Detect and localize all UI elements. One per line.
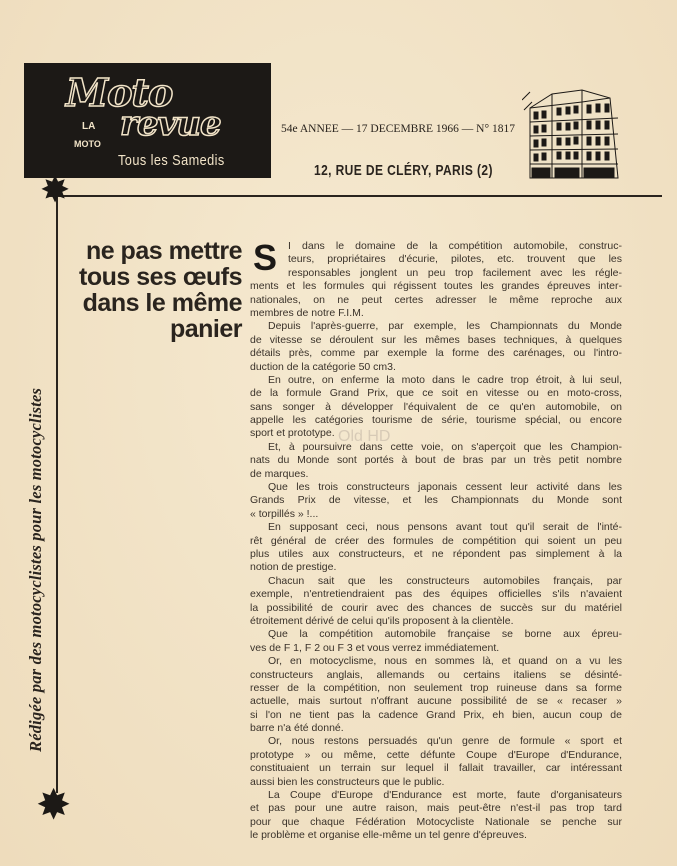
article-line: Que la compétition automobile française se borne aux épreu- <box>268 628 622 641</box>
article-line: Or, nous restons persuadés qu'un genre de formule « sport et <box>268 735 622 748</box>
article-line: duction de la catégorie 50 cm3. <box>250 360 396 373</box>
headline-line: tous ses œufs <box>79 263 242 291</box>
header-rule <box>48 195 662 197</box>
article-line: actuelle, mais surtout n'offrant aucune possibilité de se « recaser » <box>250 695 622 708</box>
article-line: nationales, on ne peut certes adresser le même reproche aux <box>250 293 622 306</box>
issue-line: 54e ANNEE — 17 DECEMBRE 1966 — N° 1817 <box>281 123 515 135</box>
article-line: prototype » ou même, cette défunte Coupe d'Europe d'Endurance, <box>250 748 622 761</box>
headline-line: panier <box>169 315 242 343</box>
logo-la-text: LA <box>82 121 96 132</box>
vertical-tagline: Rédigée par des motocyclistes pour les motocyclistes <box>26 387 45 752</box>
article-body <box>250 237 622 843</box>
article-headline <box>62 238 242 342</box>
headline-line: ne pas mettre <box>85 237 242 265</box>
building-illustration <box>522 88 620 180</box>
article-line: teurs, propriétaires d'écurie, pilotes, etc. trouvent que les <box>288 253 622 266</box>
article-line: de vitesse se déroulent sur les mêmes bases techniques, à quelques <box>250 333 622 346</box>
article-line: et pas pour une autre raison, mais peut-être n'est-il pas trop tard <box>250 802 622 815</box>
article-line: plus utiles aux constructeurs, et ne répondent pas simplement à la <box>250 547 622 560</box>
article-line: étroitement dérivé de celui qu'ils proposent à la clientèle. <box>250 614 514 627</box>
article-line: aussi bien les constructeurs que le public. <box>250 775 445 788</box>
article-line: Grands Prix de vitesse, et les Championnats du Monde sont <box>250 494 622 507</box>
article-line: le problème et organise elle-même un tel genre d'épreuves. <box>250 829 527 842</box>
article-line: détails près, comme par exemple la forme des carénages, ou l'intro- <box>250 347 622 360</box>
article-line: responsables jonglent un peu trop facilement avec les régle- <box>288 266 622 279</box>
logo-revue-text: revue <box>120 104 221 144</box>
article-line: La Coupe d'Europe d'Endurance est morte, faute d'organisateurs <box>268 789 622 802</box>
article-line: resser de la compétition, non seulement trop ruineuse dans sa forme <box>250 681 622 694</box>
logo-moto-small-text: MOTO <box>74 139 101 149</box>
article-line: En supposant ceci, nous pensons avant tout qu'il serait de l'inté- <box>268 521 622 534</box>
article-line: nats du Monde sont portés à bout de bras par un très petit nombre <box>250 454 622 467</box>
article-line: ves de F 1, F 2 ou F 3 et vous verrez immédiatement. <box>250 641 500 654</box>
margin-rule <box>56 197 58 793</box>
star-ornament-bottom: ✸ <box>36 780 72 829</box>
publication-frequency: Tous les Samedis <box>118 152 225 169</box>
logo-moto-text: Moto <box>66 70 173 115</box>
article-line: si l'on ne tient pas la cadence Grand Prix, eh bien, aucun coup de <box>250 708 622 721</box>
article-line: constructeurs anglais, allemands ou certains italiens se désinté- <box>250 668 622 681</box>
article-line: sport et prototype. <box>250 427 335 440</box>
article-line: « torpillés » !... <box>250 507 319 520</box>
article-line: Chacun sait que les constructeurs automobiles français, par <box>268 574 622 587</box>
article-line: constituaient un terrain sur lequel il fallait travailler, car intéressant <box>250 762 622 775</box>
article-line: I dans le domaine de la compétition automobile, construc- <box>288 240 622 252</box>
drop-cap: S <box>253 237 278 278</box>
article-line: sans songer à développer l'équivalent de ce qu'en automobile, on <box>250 400 622 413</box>
article-line: exemple, n'entretiendraient pas des équipes officielles s'ils n'avaient <box>250 588 622 601</box>
article-line: la possibilité de courir avec des chances de succès sur du matériel <box>250 601 622 614</box>
article-line: Or, en motocyclisme, nous en sommes là, et quand on a vu les <box>268 655 622 668</box>
article-line: Depuis l'après-guerre, par exemple, les Championnats du Monde <box>268 320 622 333</box>
article-line: pour que chaque Fédération Motocycliste Nationale se penche sur <box>250 815 622 828</box>
article-line: membres de notre F.I.M. <box>250 306 364 319</box>
article-line: Et, à poursuivre dans cette voie, on s'aperçoit que les Champion- <box>268 440 622 453</box>
article-line: notion de prestige. <box>250 561 337 574</box>
headline-line: dans le même <box>82 289 242 317</box>
article-line: de marques. <box>250 467 309 480</box>
article-line: barre n'a été donné. <box>250 722 344 735</box>
address: 12, RUE DE CLÉRY, PARIS (2) <box>314 162 493 179</box>
watermark: Old HD <box>338 428 391 445</box>
article-line: de la formule Grand Prix, que ce soit en vitesse ou en moto-cross, <box>250 387 622 400</box>
star-ornament-top: ✸ <box>40 170 71 211</box>
article-line: appelle les catégories tourisme de série, tourisme spécial, ou encore <box>250 414 622 427</box>
article-line: En outre, on enferme la moto dans le cadre trop étroit, à lui seul, <box>268 373 622 386</box>
article-line: rêt général de créer des formules de compétition qui soient un peu <box>250 534 622 547</box>
article-line: Que les trois constructeurs japonais cessent leur activité dans les <box>268 481 622 494</box>
article-line: ments et les formules qui régissent toutes les grandes épreuves inter- <box>250 280 622 293</box>
